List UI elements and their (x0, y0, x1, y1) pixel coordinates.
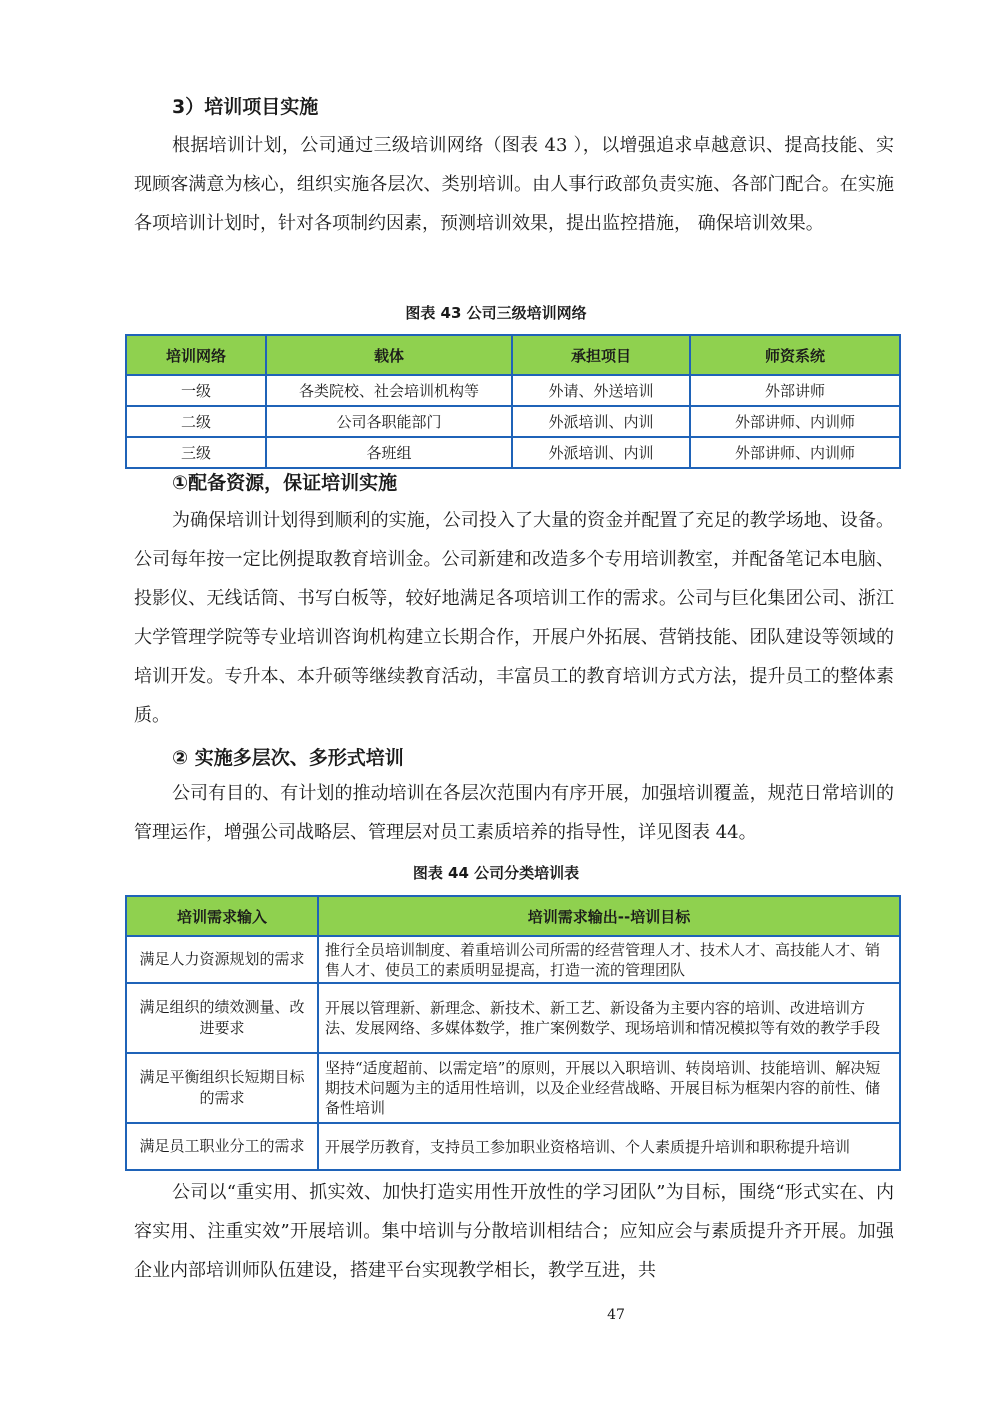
table-cell: 二级 (126, 406, 266, 437)
table-cell: 满足组织的绩效测量、改进要求 (126, 983, 318, 1053)
table-header-cell: 培训网络 (126, 335, 266, 375)
table-cell: 各班组 (266, 437, 512, 468)
table-row (126, 375, 900, 406)
table-row (126, 983, 900, 1053)
table-cell: 外部讲师 (690, 375, 900, 406)
table-header-cell: 载体 (266, 335, 512, 375)
table1-caption: 图表 43 公司三级培训网络 (405, 304, 587, 322)
page-number: 47 (607, 1307, 625, 1323)
table2-caption: 图表 44 公司分类培训表 (412, 864, 580, 882)
paragraph-intro: 根据培训计划，公司通过三级培训网络（图表 43 ），以增强追求卓越意识、提高技能、实现顾客满意为核心，组织实施各层次、类别培训。由人事行政部负责实施、各部门配合。在实施各项培训计划时，针对各项制约因素，预测培训效果，提出监控措施， 确保培训效果。 (134, 135, 894, 234)
table-cell: 一级 (126, 375, 266, 406)
table-row (126, 1123, 900, 1170)
table-cell: 公司各职能部门 (266, 406, 512, 437)
table-row (126, 936, 900, 983)
table-header-cell: 承担项目 (512, 335, 690, 375)
table-header-row (126, 896, 900, 936)
table-cell: 外请、外送培训 (512, 375, 690, 406)
table-row (126, 1053, 900, 1123)
table-cell: 各类院校、社会培训机构等 (266, 375, 512, 406)
section-heading: 3）培训项目实施 (172, 96, 319, 118)
paragraph-resources: 为确保培训计划得到顺利的实施，公司投入了大量的资金并配置了充足的教学场地、设备。公司每年按一定比例提取教育培训金。公司新建和改造多个专用培训教室，并配备笔记本电脑、投影仪、无线话筒、书写白板等，较好地满足各项培训工作的需求。公司与巨化集团公司、浙江大学管理学院等专业培训咨询机构建立长期合作，开展户外拓展、营销技能、团队建设等领域的培训开发。专升本、本升硕等继续教育活动，丰富员工的教育培训方式方法，提升员工的整体素质。 (134, 510, 894, 726)
table-cell: 开展以管理新、新理念、新技术、新工艺、新设备为主要内容的培训、改进培训方法、发展网络、多媒体数学，推广案例数学、现场培训和情况模拟等有效的教学手段 (318, 983, 900, 1053)
table-cell: 外派培训、内训 (512, 406, 690, 437)
table-cell: 三级 (126, 437, 266, 468)
table-cell: 开展学历教育，支持员工参加职业资格培训、个人素质提升培训和职称提升培训 (318, 1123, 900, 1170)
table-row (126, 437, 900, 468)
table-cell: 外部讲师、内训师 (690, 437, 900, 468)
table-cell: 坚持“适度超前、以需定培”的原则，开展以入职培训、转岗培训、技能培训、解决短期技术问题为主的适用性培训，以及企业经营战略、开展目标为框架内容的前性、储备性培训 (318, 1053, 900, 1123)
table-header-cell: 师资系统 (690, 335, 900, 375)
table-row (126, 406, 900, 437)
table-cell: 推行全员培训制度、着重培训公司所需的经营管理人才、技术人才、高技能人才、销售人才、使员工的素质明显提高，打造一流的管理团队 (318, 936, 900, 983)
subheading-multilevel: ② 实施多层次、多形式培训 (172, 747, 404, 769)
table-cell: 外部讲师、内训师 (690, 406, 900, 437)
table-header-cell: 培训需求输出--培训目标 (318, 896, 900, 936)
table-cell: 满足平衡组织长短期目标的需求 (126, 1053, 318, 1123)
training-network-table (125, 334, 901, 469)
table-cell: 满足人力资源规划的需求 (126, 936, 318, 983)
table-header-row (126, 335, 900, 375)
paragraph-multilevel: 公司有目的、有计划的推动培训在各层次范围内有序开展，加强培训覆盖，规范日常培训的管理运作，增强公司战略层、管理层对员工素质培养的指导性，详见图表 44。 (134, 783, 894, 843)
classified-training-table (125, 895, 901, 1171)
table-cell: 外派培训、内训 (512, 437, 690, 468)
table-header-cell: 培训需求输入 (126, 896, 318, 936)
subheading-resources: ①配备资源，保证培训实施 (172, 472, 398, 494)
table-cell: 满足员工职业分工的需求 (126, 1123, 318, 1170)
paragraph-goals: 公司以“重实用、抓实效、加快打造实用性开放性的学习团队”为目标，围绕“形式实在、内容实用、注重实效”开展培训。集中培训与分散培训相结合；应知应会与素质提升齐开展。加强企业内部培训师队伍建设，搭建平台实现教学相长，教学互进，共 (134, 1182, 894, 1281)
